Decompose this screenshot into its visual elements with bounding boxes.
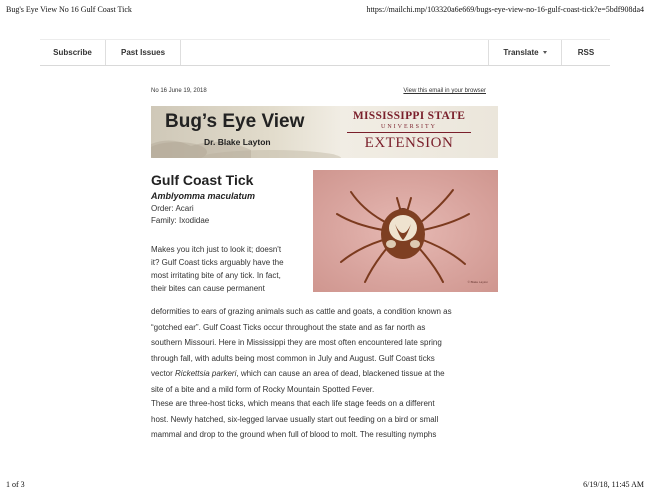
view-in-browser-link[interactable]: View this email in your browser: [403, 88, 486, 94]
paragraph-line: These are three-host ticks, which means that each life stage feeds on a different: [151, 399, 435, 408]
msu-logo-line3: EXTENSION: [364, 135, 454, 151]
text-run: , which can cause an area of dead, blackened tissue at the: [236, 369, 445, 378]
paragraph-line: their bites can cause permanent: [151, 284, 265, 293]
subscribe-link[interactable]: Subscribe: [53, 48, 92, 57]
paragraph-line: deformities to ears of grazing animals such as cattle and goats, a condition known as: [151, 307, 452, 316]
paragraph-line: mammal and drop to the ground when full of blood to molt. The resulting nymphs: [151, 430, 437, 439]
issue-date: No 16 June 19, 2018: [151, 88, 207, 94]
article-header: [151, 172, 501, 227]
print-page-title: Bug's Eye View No 16 Gulf Coast Tick: [6, 5, 132, 14]
text-run: vector: [151, 369, 176, 378]
paragraph-line: it? Gulf Coast ticks arguably have the: [151, 258, 284, 267]
print-header: [6, 5, 644, 17]
article-paragraph-1: [151, 243, 501, 295]
msu-logo-line1: MISSISSIPPI STATE: [352, 110, 466, 122]
print-footer: [6, 480, 644, 492]
page-number: 1 of 3: [6, 480, 25, 489]
paragraph-line: southern Missouri. Here in Mississippi they are most often encountered late spring: [151, 338, 442, 347]
pathogen-name: Rickettsia parkeri: [175, 369, 237, 378]
paragraph-line: through fall, with adults being most common in July and August. Gulf Coast ticks: [151, 353, 435, 363]
photo-credit: © Blake Layton: [467, 280, 488, 284]
paragraph-line: host. Newly hatched, six-legged larvae usually start out feeding on a bird or small: [151, 414, 439, 424]
msu-logo-rule: [347, 132, 471, 133]
paragraph-line: “gotched ear”. Gulf Coast Ticks occur throughout the state and as far north as: [151, 322, 426, 332]
paragraph-line: most irritating bite of any tick. In fact,: [151, 271, 281, 280]
taxonomy-family: Family: Ixodidae: [151, 216, 210, 225]
article-heading: Gulf Coast Tick: [151, 172, 254, 188]
email-nav-bar: [40, 39, 610, 66]
taxonomy-order: Order: Acari: [151, 204, 194, 213]
msu-logo-line2: UNIVERSITY: [381, 124, 437, 130]
print-datetime: 6/19/18, 11:45 AM: [583, 480, 644, 489]
email-preheader: [151, 88, 499, 98]
paragraph-line: site of a bite and a mild form of Rocky Mountain Spotted Fever.: [151, 384, 375, 394]
paragraph-line: Makes you itch just to look it; doesn't: [151, 245, 282, 254]
article-paragraph-3: [151, 396, 501, 443]
banner-title: Bug’s Eye View: [165, 111, 305, 132]
chevron-down-icon: [543, 51, 547, 54]
paragraph-line: [151, 366, 501, 382]
nav-divider: [180, 40, 181, 65]
print-page-url: https://mailchi.mp/103320a6e669/bugs-eye-view-no-16-gulf-coast-tick?e=5bdf908da4: [366, 5, 644, 14]
article-paragraph-2: [151, 304, 501, 397]
species-name: Amblyomma maculatum: [151, 191, 256, 201]
translate-label: Translate: [503, 48, 539, 57]
banner-author: Dr. Blake Layton: [204, 137, 271, 147]
past-issues-link[interactable]: Past Issues: [120, 48, 166, 57]
rss-link[interactable]: RSS: [577, 48, 595, 57]
newsletter-banner: [151, 106, 498, 158]
translate-dropdown[interactable]: [489, 40, 561, 65]
